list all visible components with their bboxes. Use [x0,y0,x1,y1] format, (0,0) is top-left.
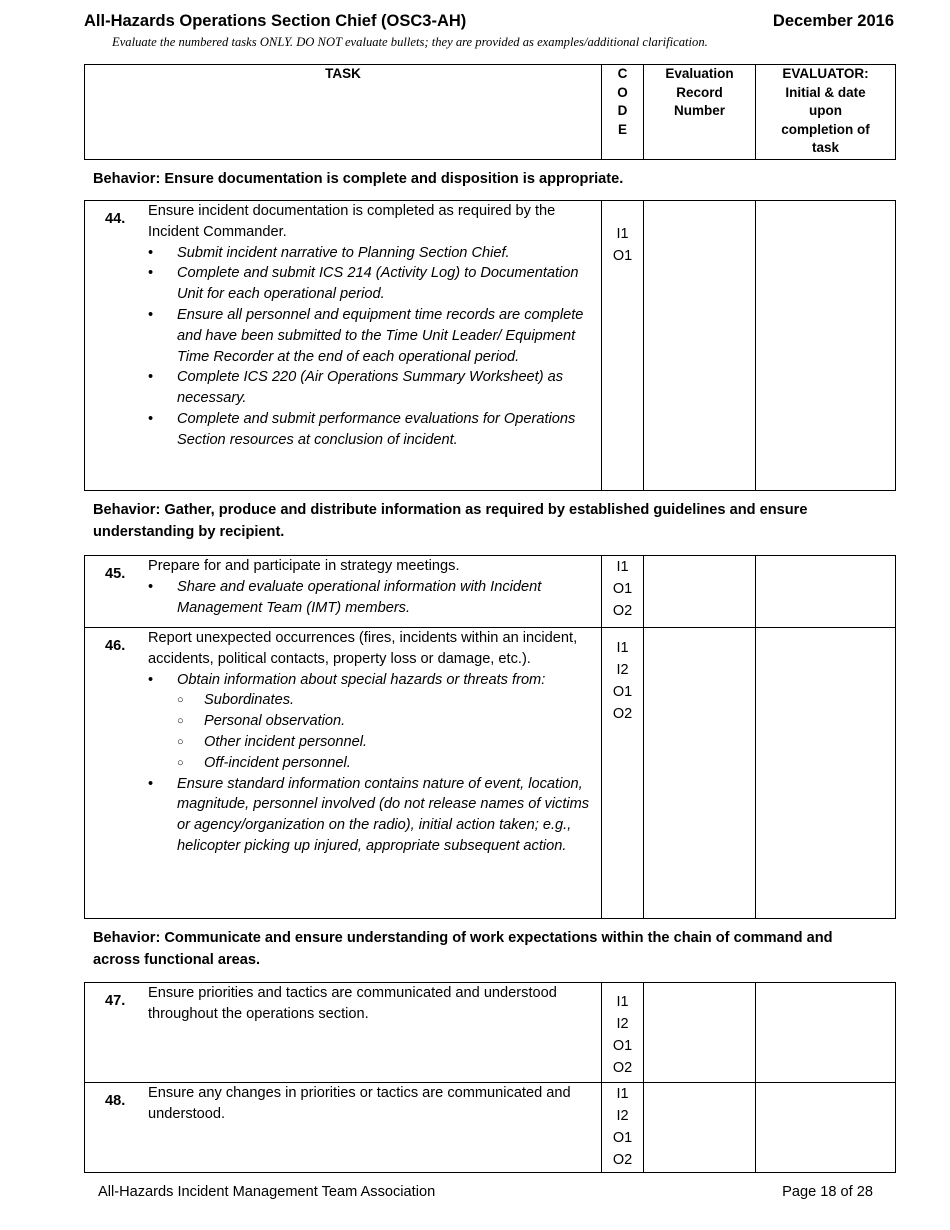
task-codes: I1 O1 [602,201,644,491]
task-table-section-3 [84,982,896,1173]
task-row [85,1083,896,1173]
task-description [85,201,602,491]
task-sub-bullet: ○ Other incident personnel. [148,732,601,753]
task-bullet: • Complete and submit ICS 214 (Activity Log) to Documentation Unit for each operational period. [148,263,601,305]
task-description [85,556,602,628]
evaluator-header: EVALUATOR: Initial & date upon completion of task [756,65,896,160]
task-row [85,983,896,1083]
task-row [85,556,896,628]
evaluator-initial-cell[interactable] [756,201,896,491]
document-date: December 2016 [772,12,894,30]
task-table-header [84,64,896,160]
task-sub-bullet: ○ Personal observation. [148,711,601,732]
task-bullet: • Submit incident narrative to Planning Section Chief. [148,243,601,264]
task-codes: I1 I2 O1 O2 [602,983,644,1083]
task-text: Ensure any changes in priorities or tactics are communicated and understood. [148,1085,571,1122]
task-column-header: TASK [85,65,602,160]
task-codes: I1 I2 O1 O2 [602,1083,644,1173]
evaluation-record-cell[interactable] [644,1083,756,1173]
behavior-heading: Behavior: Communicate and ensure understanding of work expectations within the chain of command and across functional areas. [93,930,833,968]
code-column-header: C O D E [602,65,644,160]
evaluation-instruction: Evaluate the numbered tasks ONLY. DO NOT evaluate bullets; they are provided as examples/additional clarification. [112,35,708,49]
page-number: Page 18 of 28 [782,1184,873,1200]
evaluator-initial-cell[interactable] [756,628,896,919]
task-number: 44. [105,211,126,227]
task-bullet: • Share and evaluate operational information with Incident Management Team (IMT) members. [148,577,601,619]
evaluation-record-cell[interactable] [644,201,756,491]
evaluator-initial-cell[interactable] [756,556,896,628]
task-bullet: • Obtain information about special hazards or threats from: ○ Subordinates. ○ Personal observation. ○ Other incident personnel. ○ Off-incident personnel. [148,670,601,774]
evaluation-record-cell[interactable] [644,983,756,1083]
task-table-section-1 [84,200,896,491]
task-text: Ensure incident documentation is completed as required by the Incident Commander. [148,203,556,240]
task-number: 46. [105,638,126,654]
task-description [85,983,602,1083]
behavior-heading: Behavior: Ensure documentation is complete and disposition is appropriate. [93,171,624,187]
task-sub-bullet: ○ Off-incident personnel. [148,753,601,774]
task-text: Prepare for and participate in strategy meetings. [148,558,460,574]
task-description [85,1083,602,1173]
task-row [85,201,896,491]
task-table-section-2 [84,555,896,919]
evaluator-initial-cell[interactable] [756,983,896,1083]
evaluation-record-header: Evaluation Record Number [644,65,756,160]
footer-organization: All-Hazards Incident Management Team Association [98,1184,436,1200]
task-bullet: • Complete and submit performance evaluations for Operations Section resources at conclusion of incident. [148,409,601,451]
task-bullet: • Ensure all personnel and equipment time records are complete and have been submitted to the Time Unit Leader/ Equipment Time Recorder at the end of each operational period. [148,305,601,367]
task-row [85,628,896,919]
task-bullet: • Ensure standard information contains nature of event, location, magnitude, personnel involved (do not release names of victims or agency/organization on the radio), initial action taken; e.g., helicopter picking up injured, appropriate subsequent action. [148,774,601,857]
behavior-heading: Behavior: Gather, produce and distribute information as required by established guidelines and ensure understanding by recipient. [93,502,808,540]
task-text: Ensure priorities and tactics are communicated and understood throughout the operations section. [148,985,557,1022]
task-number: 47. [105,993,126,1009]
task-text: Report unexpected occurrences (fires, incidents within an incident, accidents, political contacts, property loss or damage, etc.). [148,630,578,667]
task-description [85,628,602,919]
evaluator-initial-cell[interactable] [756,1083,896,1173]
task-number: 48. [105,1093,126,1109]
task-codes: I1 I2 O1 O2 [602,628,644,919]
document-title: All-Hazards Operations Section Chief (OSC3-AH) [84,12,467,30]
task-bullet: • Complete ICS 220 (Air Operations Summary Worksheet) as necessary. [148,367,601,409]
task-sub-bullet: ○ Subordinates. [148,690,601,711]
task-number: 45. [105,566,126,582]
evaluation-record-cell[interactable] [644,556,756,628]
evaluation-record-cell[interactable] [644,628,756,919]
task-codes: I1 O1 O2 [602,556,644,628]
